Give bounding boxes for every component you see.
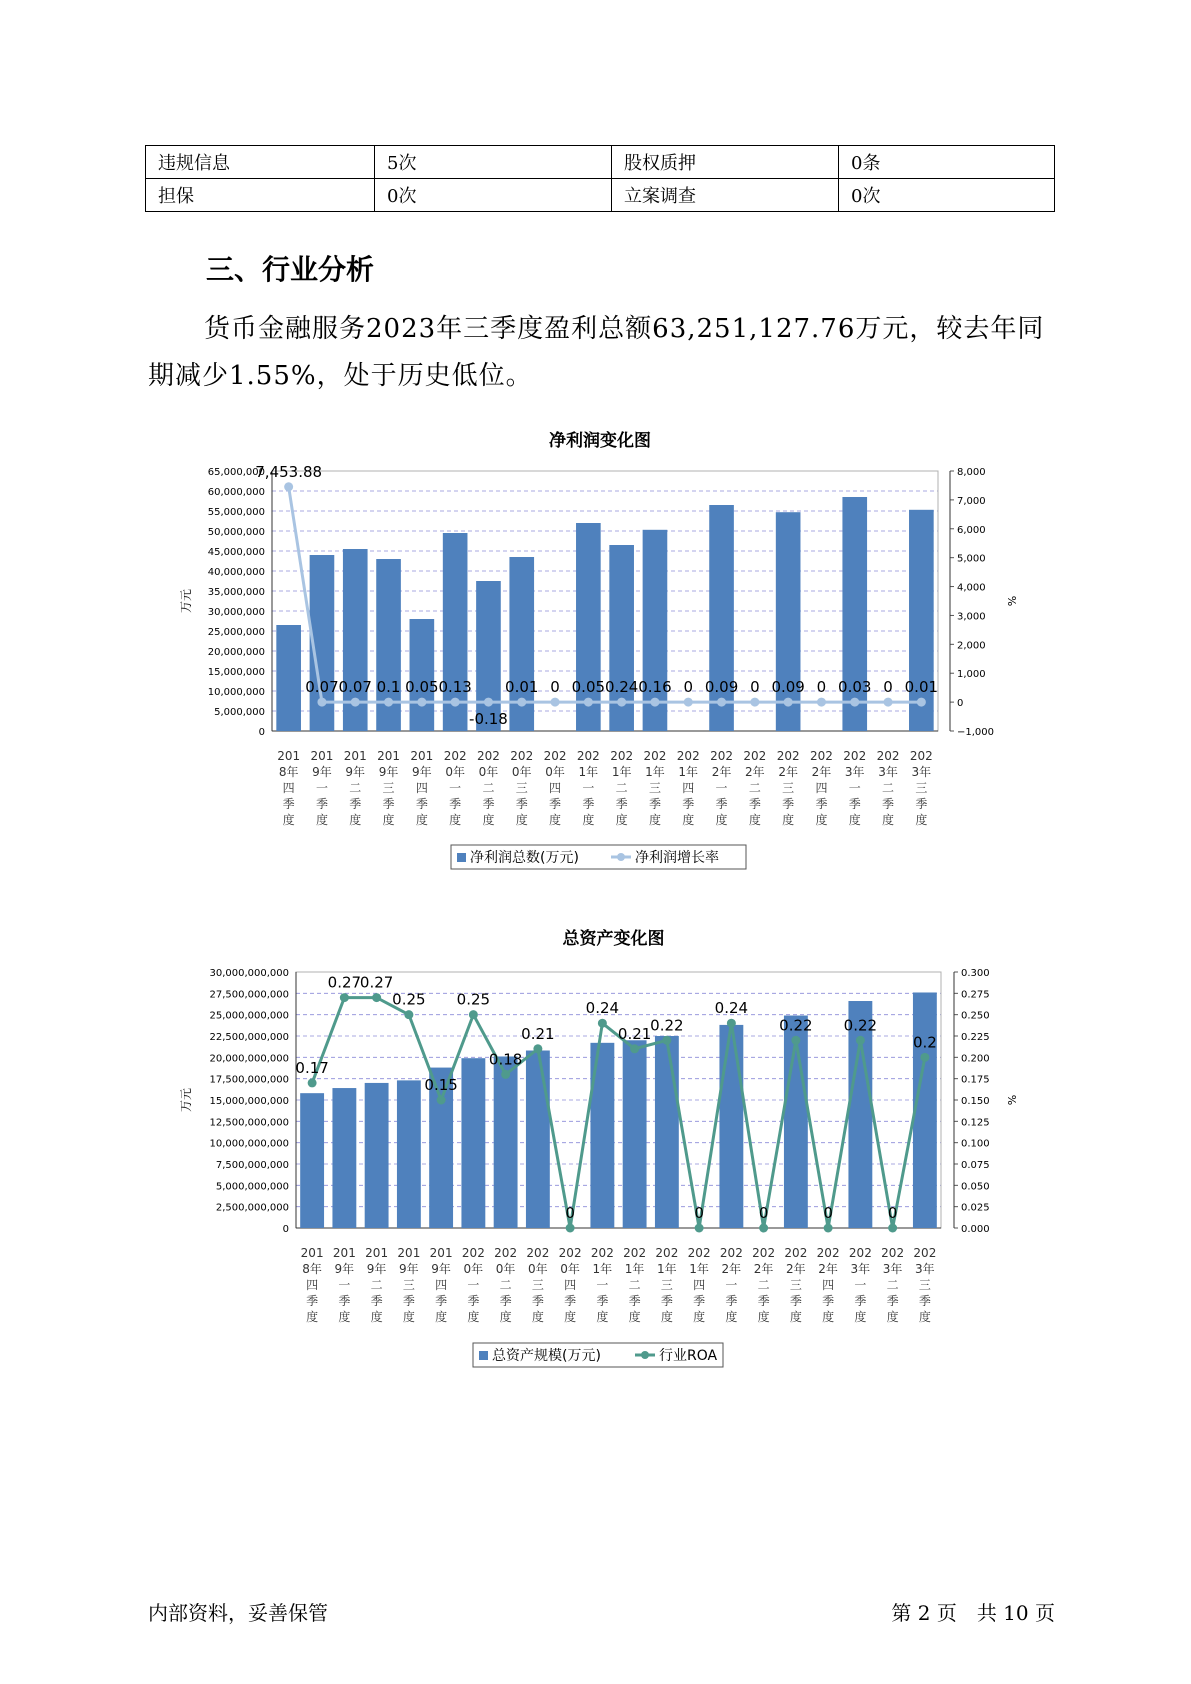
x-tick-label: 201 9年三季度 [397,1246,421,1324]
data-label: 0 [683,678,694,697]
y-tick-label: 65,000,000 [207,467,265,478]
data-point [759,1224,768,1233]
data-point [888,1224,897,1233]
data-label: 0.22 [650,1016,684,1035]
y2-tick-label: 0.000 [961,1224,990,1235]
data-label: 0 [694,1204,704,1222]
table-cell: 0条 [839,146,1055,179]
table-cell: 股权质押 [612,146,839,179]
x-tick-label: 202 0年一季度 [461,1246,485,1324]
y-tick-label: 30,000,000 [207,607,265,618]
data-label: 0.17 [295,1058,329,1077]
x-tick-label: 202 1年一季度 [590,1246,614,1324]
y-tick-label: 25,000,000 [207,627,265,638]
data-point [437,1096,446,1105]
data-label: 7,453.88 [255,462,323,481]
data-point [501,1070,510,1079]
data-point [784,698,793,707]
x-tick-label: 202 0年一季度 [443,749,467,827]
y2-tick-label: 3,000 [957,611,986,623]
x-tick-label: 201 9年一季度 [310,749,334,827]
data-point [920,1053,929,1062]
y2-tick-label: 0 [957,698,964,710]
x-tick-label: 202 0年三季度 [510,749,534,827]
x-tick-label: 201 9年三季度 [377,749,401,827]
data-point [566,1224,575,1233]
data-label: 0.15 [424,1076,458,1094]
bar [526,1051,550,1228]
y2-tick-label: 0.075 [961,1160,990,1171]
data-point [630,1044,639,1053]
data-label: 0.25 [456,990,491,1009]
data-point [584,698,593,707]
data-label: 0 [883,678,893,697]
y-axis-label: 万元 [179,1087,193,1113]
legend-label: 总资产规模(万元) [492,1348,601,1364]
y-tick-label: 5,000,000 [214,707,265,718]
x-tick-label: 202 1年三季度 [655,1246,679,1324]
y2-tick-label: 2,000 [957,640,986,652]
data-label: 0 [550,678,560,697]
data-label: 0.1 [376,678,401,697]
data-label: 0.05 [571,678,606,697]
x-tick-label: 202 0年三季度 [526,1246,550,1324]
y-tick-label: 5,000,000,000 [215,1181,289,1193]
x-tick-label: 202 2年一季度 [719,1246,743,1324]
chart-title: 净利润变化图 [549,431,651,451]
bar [719,1025,743,1228]
data-point [469,1010,478,1019]
data-label: 0.24 [585,999,620,1018]
x-tick-label: 202 2年一季度 [710,749,734,827]
data-point [551,698,560,707]
bar [300,1093,324,1228]
y-tick-label: 40,000,000 [207,567,265,578]
y-tick-label: 55,000,000 [207,507,265,518]
data-label: 0.24 [714,999,749,1018]
y2-tick-label: 8,000 [957,467,986,478]
data-label: 0.27 [359,973,394,992]
y-tick-label: 20,000,000 [207,647,265,658]
x-tick-label: 202 1年二季度 [610,749,634,827]
y2-tick-label: −1,000 [957,727,995,738]
data-label: 0.05 [405,678,439,697]
x-tick-label: 201 8年四季度 [277,749,301,827]
legend-label: 净利润增长率 [635,850,719,866]
y2-tick-label: 0.175 [961,1074,990,1086]
table-cell: 担保 [146,179,375,212]
data-label: 0.21 [617,1024,652,1043]
table-cell: 0次 [839,179,1055,212]
y2-tick-label: 0.225 [961,1032,990,1043]
y2-tick-label: 5,000 [957,553,986,565]
y2-tick-label: 0.050 [961,1181,990,1193]
x-tick-label: 201 9年一季度 [332,1246,356,1324]
y-tick-label: 25,000,000,000 [209,1010,289,1022]
bar [332,1088,356,1228]
data-label: 0.22 [779,1016,813,1035]
data-point [598,1019,607,1028]
legend-bar-swatch [479,1351,488,1360]
y-tick-label: 12,500,000,000 [209,1117,289,1129]
data-point [850,698,859,707]
y-tick-label: 17,500,000,000 [209,1074,289,1086]
data-label: 0.03 [838,678,872,697]
bar [410,619,435,731]
y2-tick-label: 0.200 [961,1053,990,1065]
data-label: 0.01 [505,678,539,697]
data-label: 0.18 [488,1050,523,1069]
y-tick-label: 0 [258,727,265,738]
x-tick-label: 202 0年二季度 [494,1246,518,1324]
data-point [856,1036,865,1045]
data-label: -0.18 [469,710,508,729]
data-label: 0 [750,678,760,697]
y-tick-label: 10,000,000,000 [209,1138,289,1150]
data-point [650,698,659,707]
data-label: 0.07 [338,678,372,697]
analysis-paragraph: 货币金融服务2023年三季度盈利总额63,251,127.76万元，较去年同期减少1.55%，处于历史低位。 [148,314,1045,391]
x-tick-label: 202 3年一季度 [848,1246,872,1324]
data-label: 0.21 [521,1024,555,1043]
data-point [684,698,693,707]
bar [365,1083,389,1228]
x-tick-label: 201 9年二季度 [365,1246,389,1324]
data-point [484,698,493,707]
data-label: 0 [823,1204,833,1222]
y-axis-label: 万元 [179,588,193,614]
data-point [384,698,393,707]
y-tick-label: 30,000,000,000 [209,968,289,979]
legend-label: 行业ROA [659,1348,718,1364]
x-tick-label: 202 1年四季度 [676,749,700,827]
table-cell: 违规信息 [146,146,375,179]
data-label: 0 [887,1204,898,1222]
data-point [351,698,360,707]
data-label: 0 [816,678,827,697]
x-tick-label: 202 2年三季度 [784,1246,808,1324]
bar [494,1056,518,1228]
y-tick-label: 22,500,000,000 [209,1032,289,1043]
x-tick-label: 202 2年四季度 [809,749,833,827]
bar [848,1001,872,1228]
section-title: 三、行业分析 [206,253,375,286]
x-tick-label: 202 2年二季度 [743,749,767,827]
data-point [533,1044,542,1053]
data-point [884,698,893,707]
footer-note: 内部资料，妥善保管 [148,1601,328,1625]
y2-tick-label: 0.250 [961,1010,990,1022]
data-point [284,482,293,491]
y-tick-label: 15,000,000,000 [209,1096,289,1107]
bar [623,1040,647,1228]
data-label: 0.07 [305,678,339,697]
x-tick-label: 201 9年四季度 [410,749,434,827]
bar [397,1080,421,1228]
y-tick-label: 0 [282,1224,289,1235]
data-label: 0.27 [327,973,362,992]
data-label: 0.13 [438,678,472,697]
chart-title: 总资产变化图 [562,929,665,949]
x-tick-label: 202 0年四季度 [558,1246,582,1324]
y2-axis-label: % [1005,595,1018,607]
y2-tick-label: 0.100 [961,1138,990,1150]
data-point [791,1036,800,1045]
data-label: 0.24 [604,678,639,697]
y-tick-label: 50,000,000 [207,527,265,538]
y-tick-label: 45,000,000 [207,547,265,558]
data-point [717,698,726,707]
y2-tick-label: 4,000 [957,582,986,594]
bar [709,505,734,731]
net-profit-chart [0,415,1191,890]
table-row [146,179,1055,212]
x-tick-label: 202 3年三季度 [913,1246,937,1324]
x-tick-label: 202 1年四季度 [687,1246,711,1324]
y-tick-label: 60,000,000 [207,487,265,498]
y2-tick-label: 0.125 [961,1117,990,1129]
data-point [617,698,626,707]
x-tick-label: 202 1年三季度 [643,749,667,827]
legend-label: 净利润总数(万元) [470,850,579,866]
bar [461,1058,485,1228]
legend-line-marker [617,853,625,861]
bar [276,625,301,731]
data-point [517,698,526,707]
x-tick-label: 202 0年四季度 [543,749,567,827]
x-tick-label: 202 1年一季度 [576,749,600,827]
bar [913,992,937,1228]
x-tick-label: 202 3年三季度 [909,749,933,827]
data-label: 0.25 [392,990,426,1009]
y-tick-label: 7,500,000,000 [215,1160,289,1171]
data-point [662,1036,671,1045]
y2-tick-label: 6,000 [957,524,986,536]
y2-axis-label: % [1005,1094,1018,1106]
data-point [417,698,426,707]
data-point [317,698,326,707]
y2-tick-label: 7,000 [957,495,986,507]
data-point [308,1078,317,1087]
y-tick-label: 27,500,000,000 [209,989,289,1001]
legend-bar-swatch [457,853,466,862]
data-label: 0 [758,1204,769,1222]
data-label: 0 [565,1204,575,1222]
x-tick-label: 202 3年一季度 [843,749,867,827]
data-point [451,698,460,707]
x-tick-label: 202 1年二季度 [623,1246,647,1324]
y-tick-label: 10,000,000 [207,687,265,698]
y-tick-label: 2,500,000,000 [215,1202,289,1214]
data-point [340,993,349,1002]
data-point [917,698,926,707]
data-point [824,1224,833,1233]
x-tick-label: 201 8年四季度 [300,1246,324,1324]
table-cell: 0次 [375,179,612,212]
bar [655,1036,679,1228]
data-label: 0.2 [912,1033,937,1052]
x-tick-label: 202 2年三季度 [776,749,800,827]
data-point [727,1019,736,1028]
y2-tick-label: 1,000 [957,669,986,681]
y-tick-label: 15,000,000 [207,667,265,678]
data-point [372,993,381,1002]
x-tick-label: 202 2年四季度 [816,1246,840,1324]
x-tick-label: 202 2年二季度 [752,1246,776,1324]
x-tick-label: 201 9年四季度 [429,1246,453,1324]
y-tick-label: 20,000,000,000 [209,1053,289,1065]
x-tick-label: 202 3年二季度 [881,1246,905,1324]
y2-tick-label: 0.150 [961,1096,990,1107]
data-label: 0.16 [638,678,672,697]
bar [476,581,501,731]
y2-tick-label: 0.025 [961,1202,990,1214]
x-tick-label: 202 3年二季度 [876,749,900,827]
data-label: 0.09 [771,678,805,697]
y-tick-label: 35,000,000 [207,587,265,598]
data-label: 0.01 [904,678,939,697]
data-label: 0.09 [704,678,739,697]
info-table [145,145,1055,212]
x-tick-label: 202 0年二季度 [476,749,500,827]
data-label: 0.22 [843,1016,878,1035]
data-point [695,1224,704,1233]
x-tick-label: 201 9年二季度 [343,749,367,827]
table-row [146,146,1055,179]
data-point [817,698,826,707]
y2-tick-label: 0.300 [961,968,990,979]
page-number: 第 2 页 共 10 页 [891,1601,1055,1625]
total-assets-chart [0,915,1191,1390]
data-point [750,698,759,707]
y2-tick-label: 0.275 [961,989,990,1001]
table-cell: 立案调查 [612,179,839,212]
table-cell: 5次 [375,146,612,179]
legend-line-marker [641,1351,649,1359]
data-point [404,1010,413,1019]
